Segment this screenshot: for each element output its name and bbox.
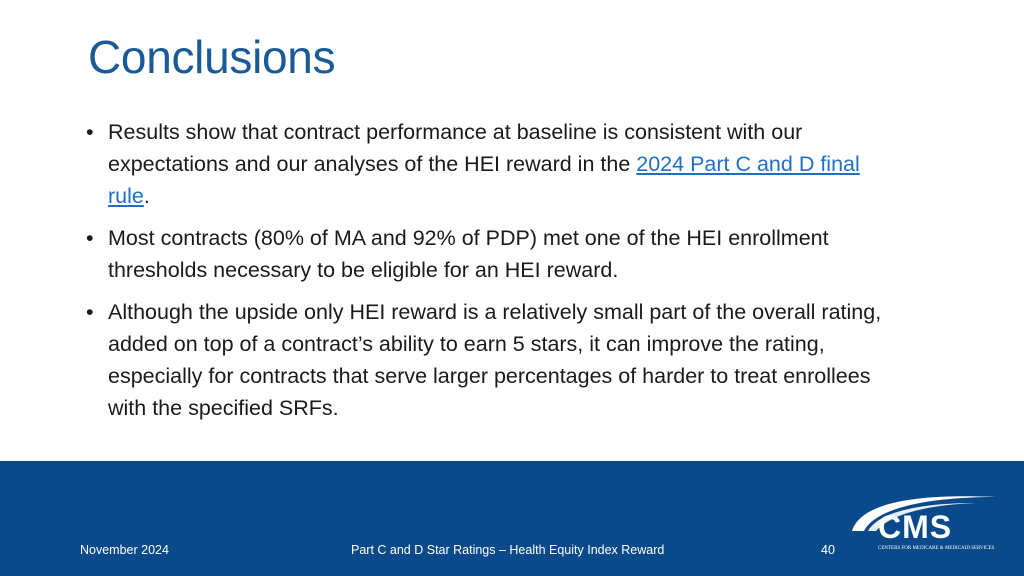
footer-date: November 2024 [80, 543, 169, 557]
slide-title: Conclusions [88, 31, 336, 83]
footer-bar [0, 461, 1024, 576]
bullet-marker: • [86, 226, 94, 250]
bullet-marker: • [86, 300, 94, 324]
cms-logo [846, 491, 1008, 555]
bullet-item [86, 222, 886, 286]
bullet-marker: • [86, 120, 94, 144]
bullet-text: Most contracts (80% of MA and 92% of PDP) met one of the HEI enrollment thresholds necessary to be eligible for an HEI reward. [108, 226, 829, 282]
bullet-text: Results show that contract performance at baseline is consistent with our expectations and our analyses of the HEI reward in the [108, 120, 803, 176]
cms-logo-wordmark: CMS [878, 509, 953, 545]
bullet-item [86, 116, 886, 212]
final-rule-link[interactable]: 2024 Part C and D final rule [108, 152, 860, 208]
bullet-text-end: . [143, 184, 150, 208]
cms-logo-tagline: CENTERS FOR MEDICARE & MEDICAID SERVICES [878, 546, 995, 551]
page-number: 40 [821, 543, 835, 557]
footer-presentation-title: Part C and D Star Ratings – Health Equity Index Reward [351, 543, 665, 557]
bullet-item [86, 296, 886, 424]
bullet-list [86, 116, 886, 434]
bullet-text: Although the upside only HEI reward is a relatively small part of the overall rating, added on top of a contract’s ability to earn 5 stars, it can improve the rating, especially for contracts that serve larger percentages of harder to treat enrollees with the specified SRFs. [108, 300, 882, 420]
